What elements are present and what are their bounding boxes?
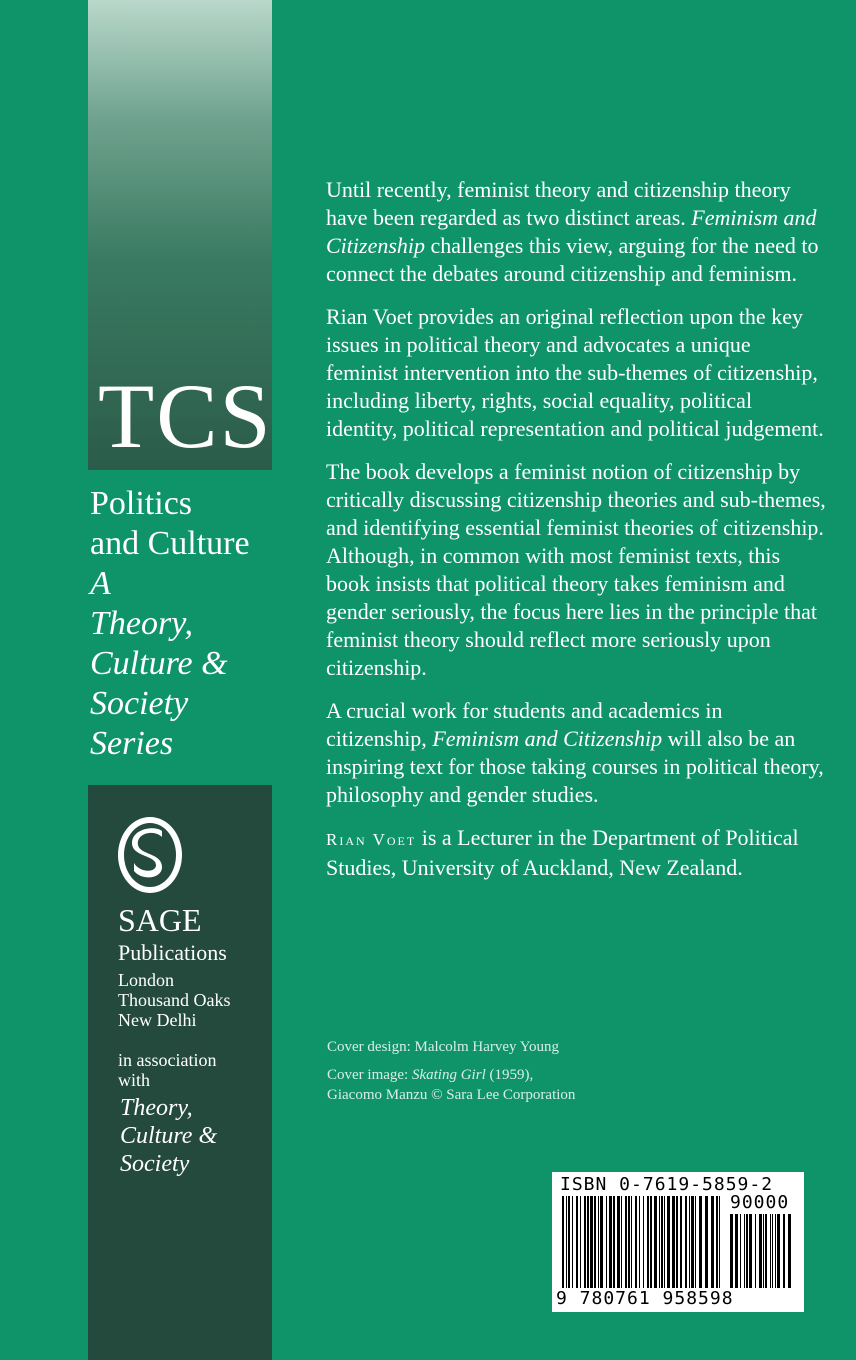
p1-book-title: Feminism and Citizenship xyxy=(326,205,817,258)
barcode-bar xyxy=(566,1196,567,1288)
barcode-bar xyxy=(609,1196,612,1288)
series-title xyxy=(90,484,280,764)
barcode-bar xyxy=(777,1214,780,1288)
barcode-bar xyxy=(744,1214,745,1288)
barcode-bar xyxy=(667,1196,670,1288)
barcode-bar xyxy=(765,1214,767,1288)
barcode-bar xyxy=(617,1196,620,1288)
series-line-1: Politics xyxy=(90,485,193,522)
barcode-bar xyxy=(572,1196,573,1288)
barcode-bar xyxy=(590,1196,593,1288)
p1-text-a: Until recently, feminist theory and citizenship theory have been regarded as two distinct areas. xyxy=(326,177,791,230)
credits xyxy=(327,1037,747,1113)
author-bio xyxy=(326,824,826,882)
barcode-bar xyxy=(759,1214,762,1288)
publisher-name: SAGE xyxy=(118,902,202,938)
publisher-cities xyxy=(118,970,230,1030)
blurb xyxy=(326,176,826,897)
tcs-logo-text: TCS xyxy=(98,365,273,467)
barcode-bar xyxy=(664,1196,665,1288)
barcode-bar xyxy=(763,1214,764,1288)
image-label: Cover image: xyxy=(327,1067,412,1083)
barcode-bar xyxy=(788,1214,791,1288)
barcode-bar xyxy=(594,1196,596,1288)
image-year: (1959), xyxy=(485,1067,534,1083)
blurb-paragraph-2: Rian Voet provides an original reflection upon the key issues in political theory and advocates a unique feminist intervention into the sub-themes of citizenship, including liberty, rights, social equality, political identity, political representation and political judgement. xyxy=(326,304,824,441)
series-italic-1: A xyxy=(90,565,111,602)
barcode-bar xyxy=(770,1214,771,1288)
city-1: London xyxy=(118,970,174,990)
barcode-bar xyxy=(580,1196,581,1288)
barcode-bar xyxy=(699,1196,702,1288)
barcode-bar xyxy=(639,1196,640,1288)
cover-image-credit xyxy=(327,1065,747,1105)
barcode-bar xyxy=(628,1196,630,1288)
isbn-text: ISBN 0-7619-5859-2 xyxy=(560,1174,774,1195)
barcode-bars xyxy=(562,1196,724,1288)
ean-text: 9 780761 958598 xyxy=(556,1288,734,1309)
barcode-bar xyxy=(719,1196,720,1288)
barcode-bar xyxy=(783,1214,785,1288)
barcode-bar xyxy=(676,1196,678,1288)
barcode-bar xyxy=(711,1196,714,1288)
barcode-bar xyxy=(584,1196,586,1288)
barcode-bar xyxy=(740,1214,741,1288)
barcode-bar xyxy=(772,1214,773,1288)
p4-text-a: A crucial work for students and academics in citizenship, xyxy=(326,698,723,751)
association-text xyxy=(118,1050,216,1090)
series-italic-4: Society xyxy=(90,685,189,722)
barcode-bar xyxy=(613,1196,615,1288)
barcode-bar xyxy=(600,1196,603,1288)
p1-text-b: challenges this view, arguing for the need to connect the debates around citizenship and feminism. xyxy=(326,233,819,286)
barcode-bar xyxy=(643,1196,644,1288)
barcode-bar xyxy=(659,1196,660,1288)
barcode-addon-bars xyxy=(730,1214,794,1288)
barcode-bar xyxy=(576,1196,578,1288)
barcode-bar xyxy=(661,1196,663,1288)
image-title: Skating Girl xyxy=(411,1067,486,1083)
barcode-bar xyxy=(730,1214,733,1288)
barcode-bar xyxy=(621,1196,622,1288)
barcode-bar xyxy=(650,1196,652,1288)
series-italic-3: Culture & xyxy=(90,645,228,682)
series-italic-5: Series xyxy=(90,725,174,762)
series-italic-2: Theory, xyxy=(90,605,193,642)
barcode-bar xyxy=(716,1196,718,1288)
barcode-bar xyxy=(695,1196,696,1288)
p4-text-b: will also be an inspiring text for those taking courses in political theory, philosophy and gender studies. xyxy=(326,726,824,807)
barcode-bar xyxy=(631,1196,632,1288)
author-bio-text: is a Lecturer in the Department of Political Studies, University of Auckland, New Zealand. xyxy=(326,825,799,880)
image-owner: Giacomo Manzu © Sara Lee Corporation xyxy=(327,1087,576,1103)
barcode-bar xyxy=(587,1196,589,1288)
assoc-line-2: with xyxy=(118,1070,151,1090)
barcode-bar xyxy=(680,1196,682,1288)
barcode-bar xyxy=(705,1196,708,1288)
barcode-bar xyxy=(746,1214,748,1288)
barcode-bar xyxy=(755,1214,756,1288)
barcode-bar xyxy=(775,1214,776,1288)
city-2: Thousand Oaks xyxy=(118,990,231,1010)
series-line-2: and Culture xyxy=(90,525,250,562)
assoc-line-1: in association xyxy=(118,1050,217,1070)
author-name: Rian Voet xyxy=(326,830,417,849)
barcode-bar xyxy=(568,1196,570,1288)
barcode-bar xyxy=(625,1196,627,1288)
blurb-paragraph-3: The book develops a feminist notion of citizenship by critically discussing citizenship theories and sub-themes, and identifying essential feminist theories of citizenship. Although, in common with most feminist texts, this book insists that political theory takes feminism and gender seriously, the focus here lies in the principle that feminist theory should reflect more seriously upon citizenship. xyxy=(326,459,826,680)
barcode-bar xyxy=(654,1196,657,1288)
blurb-paragraph-1 xyxy=(326,176,826,288)
barcode xyxy=(552,1172,804,1312)
barcode-bar xyxy=(598,1196,599,1288)
barcode-bar xyxy=(562,1196,564,1288)
journal-line-1: Theory, xyxy=(120,1095,193,1121)
barcode-bar xyxy=(691,1196,694,1288)
barcode-bar xyxy=(689,1196,690,1288)
cover-design-credit: Cover design: Malcolm Harvey Young xyxy=(327,1039,560,1055)
barcode-bar xyxy=(672,1196,675,1288)
barcode-bar xyxy=(735,1214,738,1288)
sage-logo-icon xyxy=(116,815,184,895)
barcode-bar xyxy=(606,1196,607,1288)
city-3: New Delhi xyxy=(118,1010,197,1030)
p4-book-title: Feminism and Citizenship xyxy=(432,726,663,751)
blurb-paragraph-4 xyxy=(326,697,826,809)
barcode-bar xyxy=(647,1196,649,1288)
journal-line-2: Culture & xyxy=(120,1123,218,1149)
barcode-bar xyxy=(685,1196,687,1288)
publisher-sub: Publications xyxy=(118,940,227,965)
barcode-bar xyxy=(635,1196,637,1288)
barcode-addon-text: 90000 xyxy=(730,1192,790,1213)
barcode-bar xyxy=(749,1214,752,1288)
journal-name xyxy=(120,1094,217,1178)
journal-line-3: Society xyxy=(120,1151,190,1177)
